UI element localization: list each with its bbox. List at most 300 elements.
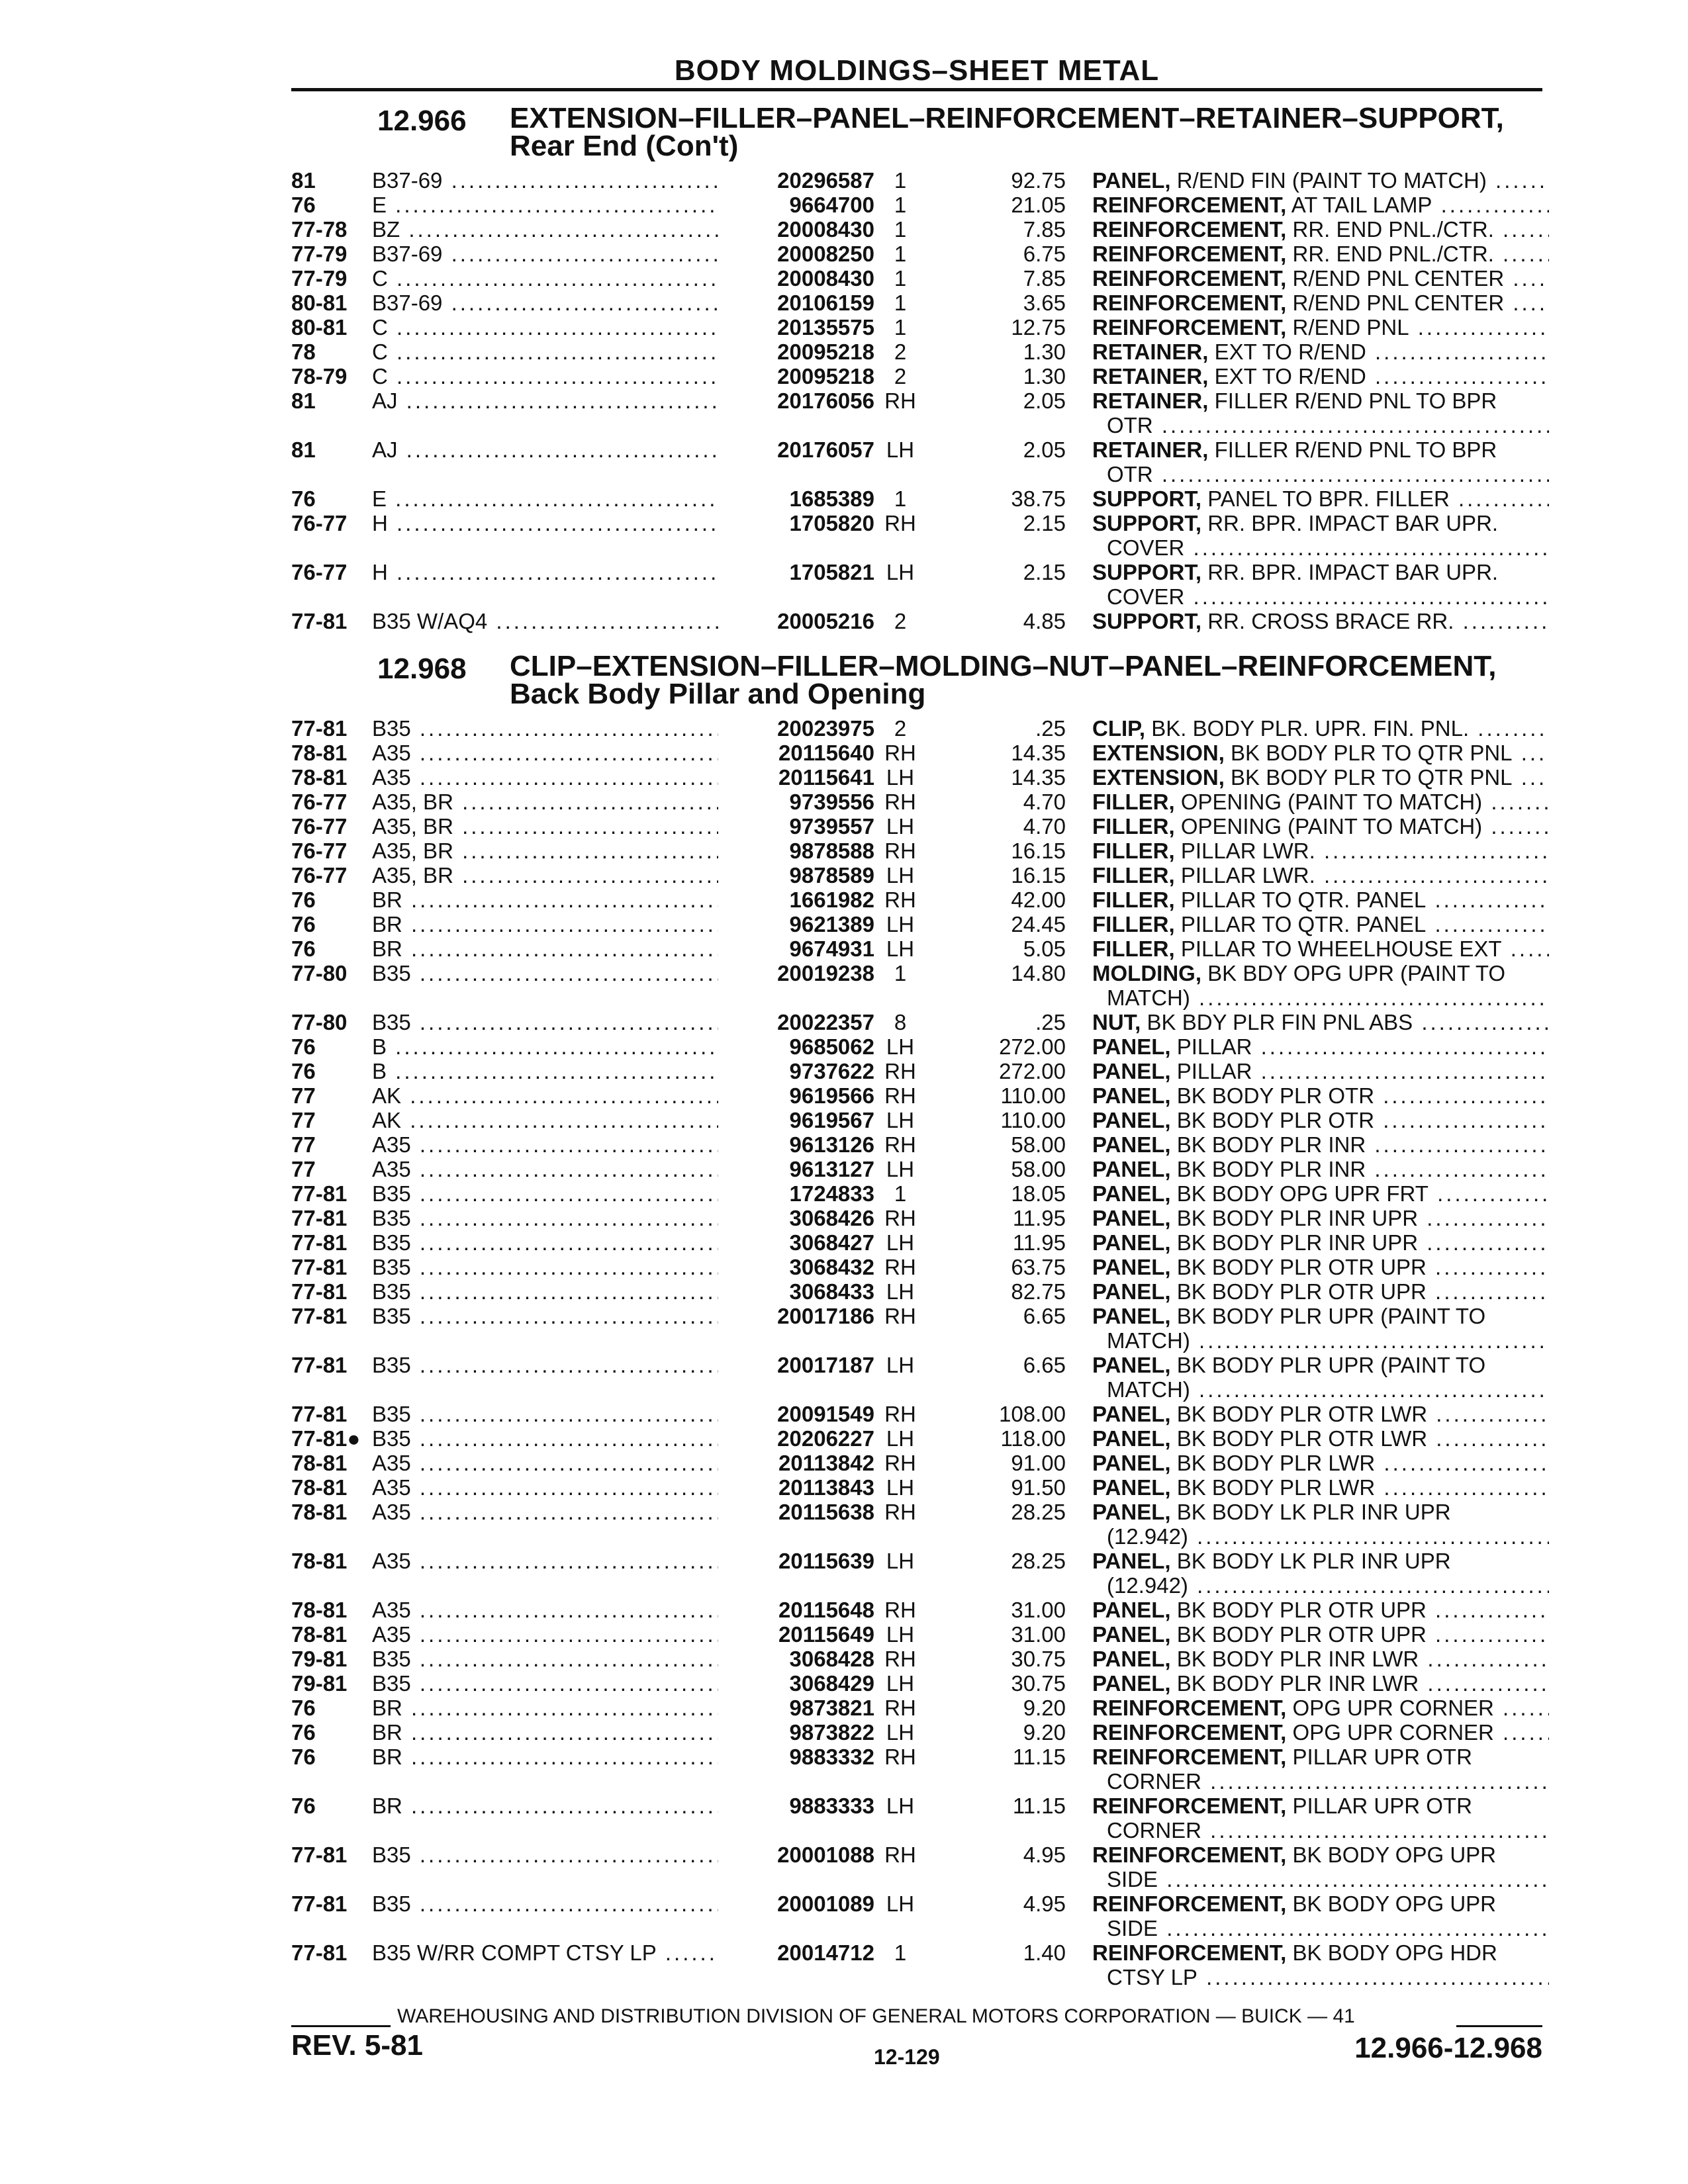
footer-range: 12.966-12.968 xyxy=(1354,2032,1542,2064)
part-row xyxy=(291,1230,1542,1255)
quantity: LH xyxy=(886,1279,915,1304)
description-line xyxy=(1092,1181,1549,1206)
model-years: 77-80 xyxy=(291,961,348,985)
model-code xyxy=(372,217,743,242)
part-keyword: PANEL, xyxy=(1092,1622,1171,1647)
part-keyword: PANEL, xyxy=(1092,1304,1171,1328)
model-code xyxy=(372,961,743,985)
quantity: RH xyxy=(884,790,916,814)
quantity: 1 xyxy=(894,242,907,266)
model-years: 78-81 xyxy=(291,1622,348,1647)
part-row xyxy=(291,1157,1542,1181)
description-text: OTR xyxy=(1107,462,1153,486)
part-number: 20296587 xyxy=(718,168,874,193)
part-keyword: REINFORCEMENT, xyxy=(1092,266,1287,291)
part-number: 1685389 xyxy=(718,486,874,511)
part-row xyxy=(291,1304,1542,1353)
model-years: 76 xyxy=(291,1794,316,1818)
price: .25 xyxy=(1035,716,1066,741)
quantity: RH xyxy=(884,1745,916,1769)
description xyxy=(1092,1647,1549,1671)
part-number: 20017187 xyxy=(718,1353,874,1377)
price: 118.00 xyxy=(1000,1426,1066,1451)
description-text: SIDE xyxy=(1107,1916,1158,1940)
model-years: 77 xyxy=(291,1157,316,1181)
part-keyword: FILLER, xyxy=(1092,863,1175,887)
price: 28.25 xyxy=(1011,1500,1066,1524)
model-code-text: BR xyxy=(372,912,402,936)
price: 91.00 xyxy=(1011,1451,1066,1475)
part-row xyxy=(291,863,1542,887)
price: 16.15 xyxy=(1011,839,1066,863)
description xyxy=(1092,315,1549,340)
model-years: 77-81 xyxy=(291,1304,348,1328)
description-line xyxy=(1092,364,1549,388)
part-number: 20115649 xyxy=(718,1622,874,1647)
description-text: BK BODY OPG UPR FRT xyxy=(1176,1181,1429,1206)
description xyxy=(1092,716,1549,741)
description-line xyxy=(1092,560,1549,584)
section-12-966 xyxy=(291,102,1542,633)
description-line xyxy=(1092,1255,1549,1279)
description-line xyxy=(1092,1867,1549,1891)
model-code-text: AK xyxy=(372,1083,402,1108)
price: 9.20 xyxy=(1023,1720,1066,1745)
model-code-text: E xyxy=(372,486,387,511)
part-row xyxy=(291,1622,1542,1647)
part-number: 20014712 xyxy=(718,1940,874,1965)
model-code-text: B35 W/RR COMPT CTSY LP xyxy=(372,1940,657,1965)
description-line xyxy=(1092,1451,1549,1475)
model-years: 76-77 xyxy=(291,560,348,584)
description-line xyxy=(1092,1598,1549,1622)
price: 272.00 xyxy=(999,1034,1066,1059)
description-line xyxy=(1092,584,1549,609)
description-text: RR. END PNL./CTR. xyxy=(1292,242,1494,266)
part-row xyxy=(291,1598,1542,1622)
model-years: 76 xyxy=(291,1745,316,1769)
description-line xyxy=(1092,1647,1549,1671)
section-12-968 xyxy=(291,650,1542,1989)
model-code xyxy=(372,765,743,790)
quantity: RH xyxy=(884,1206,916,1230)
price: 30.75 xyxy=(1011,1647,1066,1671)
description xyxy=(1092,1304,1549,1353)
model-code-text: C xyxy=(372,340,388,364)
footer-rule-right xyxy=(1456,2025,1542,2027)
description-text: CTSY LP xyxy=(1107,1965,1197,1989)
part-row xyxy=(291,1794,1542,1843)
description xyxy=(1092,1598,1549,1622)
model-code-text: BR xyxy=(372,1720,402,1745)
description xyxy=(1092,1181,1549,1206)
quantity: 8 xyxy=(894,1010,907,1034)
part-keyword: PANEL, xyxy=(1092,1279,1171,1304)
part-keyword: PANEL, xyxy=(1092,1671,1171,1696)
part-keyword: NUT, xyxy=(1092,1010,1141,1034)
part-keyword: PANEL, xyxy=(1092,168,1171,193)
model-years: 77-81 xyxy=(291,1940,348,1965)
part-row xyxy=(291,1745,1542,1794)
part-keyword: REINFORCEMENT, xyxy=(1092,242,1287,266)
description xyxy=(1092,839,1549,863)
model-code xyxy=(372,609,743,633)
description-text: RR. CROSS BRACE RR. xyxy=(1207,609,1454,633)
description-text: BK BODY PLR LWR xyxy=(1176,1475,1376,1500)
page-header: BODY MOLDINGS–SHEET METAL xyxy=(674,54,1160,87)
price: 7.85 xyxy=(1023,266,1066,291)
part-row xyxy=(291,266,1542,291)
part-row xyxy=(291,1353,1542,1402)
description xyxy=(1092,437,1549,486)
model-code xyxy=(372,1451,743,1475)
description xyxy=(1092,765,1549,790)
price: 7.85 xyxy=(1023,217,1066,242)
model-years: 78-79 xyxy=(291,364,348,388)
description-line xyxy=(1092,1891,1549,1916)
description xyxy=(1092,1451,1549,1475)
part-row xyxy=(291,716,1542,741)
model-years: 77-81 xyxy=(291,1843,348,1867)
description-line xyxy=(1092,266,1549,291)
quantity: LH xyxy=(886,1475,915,1500)
quantity: RH xyxy=(884,1598,916,1622)
description xyxy=(1092,887,1549,912)
model-years: 76 xyxy=(291,1059,316,1083)
model-code xyxy=(372,1843,743,1867)
description-line xyxy=(1092,1230,1549,1255)
description xyxy=(1092,1255,1549,1279)
model-code-text: BR xyxy=(372,1794,402,1818)
description-text: BK BODY PLR OTR LWR xyxy=(1176,1402,1428,1426)
price: 1.30 xyxy=(1023,364,1066,388)
footer-division: WAREHOUSING AND DISTRIBUTION DIVISION OF GENERAL MOTORS CORPORATION — BUICK — 41 xyxy=(397,2005,1355,2027)
model-code-text: A35 xyxy=(372,765,411,790)
footer-page-number: 12-129 xyxy=(874,2045,940,2069)
description-line xyxy=(1092,1916,1549,1940)
model-code xyxy=(372,1647,743,1671)
quantity: RH xyxy=(884,1059,916,1083)
description-text: PILLAR LWR. xyxy=(1180,839,1315,863)
model-code-text: B35 xyxy=(372,1206,411,1230)
section-subheading: Rear End (Con't) xyxy=(510,130,739,162)
part-row xyxy=(291,1696,1542,1720)
quantity: LH xyxy=(886,814,915,839)
part-row xyxy=(291,1034,1542,1059)
description-text: BK BODY PLR INR xyxy=(1176,1157,1366,1181)
description-line xyxy=(1092,1083,1549,1108)
quantity: RH xyxy=(884,887,916,912)
part-number: 9878589 xyxy=(718,863,874,887)
description xyxy=(1092,936,1549,961)
part-row xyxy=(291,887,1542,912)
price: 82.75 xyxy=(1011,1279,1066,1304)
model-code-text: B37-69 xyxy=(372,242,443,266)
description-text: RR. BPR. IMPACT BAR UPR. xyxy=(1207,560,1499,584)
part-number: 20023975 xyxy=(718,716,874,741)
model-years: 81 xyxy=(291,168,316,193)
part-keyword: PANEL, xyxy=(1092,1549,1171,1573)
part-row xyxy=(291,1279,1542,1304)
description-line xyxy=(1092,486,1549,511)
description-text: BK BODY PLR OTR LWR xyxy=(1176,1426,1428,1451)
part-row xyxy=(291,1843,1542,1891)
model-code-text: B35 xyxy=(372,1843,411,1867)
model-years: 78-81 xyxy=(291,1598,348,1622)
description-line xyxy=(1092,1720,1549,1745)
model-years: 78-81 xyxy=(291,1549,348,1573)
model-code xyxy=(372,1549,743,1573)
model-code xyxy=(372,814,743,839)
model-years: 77-81 xyxy=(291,1255,348,1279)
part-number: 20005216 xyxy=(718,609,874,633)
part-number: 20022357 xyxy=(718,1010,874,1034)
model-code xyxy=(372,437,743,462)
model-code-text: A35 xyxy=(372,1500,411,1524)
part-keyword: PANEL, xyxy=(1092,1402,1171,1426)
part-keyword: PANEL, xyxy=(1092,1500,1171,1524)
model-code-text: B37-69 xyxy=(372,168,443,193)
model-code-text: H xyxy=(372,511,388,535)
description-text: BK BODY PLR OTR UPR xyxy=(1176,1598,1427,1622)
model-code-text: B37-69 xyxy=(372,291,443,315)
section-title xyxy=(291,650,1542,716)
part-row xyxy=(291,1451,1542,1475)
model-years: 76-77 xyxy=(291,863,348,887)
part-row xyxy=(291,1500,1542,1549)
part-number: 20206227 xyxy=(718,1426,874,1451)
model-years: 77-81 xyxy=(291,1402,348,1426)
part-number: 9873822 xyxy=(718,1720,874,1745)
description-line xyxy=(1092,1549,1549,1573)
description-line xyxy=(1092,388,1549,413)
part-keyword: REINFORCEMENT, xyxy=(1092,315,1287,340)
quantity: RH xyxy=(884,1402,916,1426)
quantity: RH xyxy=(884,1083,916,1108)
part-row xyxy=(291,340,1542,364)
description-text: OPENING (PAINT TO MATCH) xyxy=(1180,790,1483,814)
part-number: 9878588 xyxy=(718,839,874,863)
price: 4.70 xyxy=(1023,790,1066,814)
part-keyword: EXTENSION, xyxy=(1092,741,1225,765)
description-text: R/END PNL CENTER xyxy=(1292,291,1505,315)
model-years: 78 xyxy=(291,340,316,364)
part-number: 20095218 xyxy=(718,364,874,388)
quantity: RH xyxy=(884,1304,916,1328)
description-text: R/END PNL xyxy=(1292,315,1409,340)
quantity: RH xyxy=(884,839,916,863)
price: 5.05 xyxy=(1023,936,1066,961)
model-code xyxy=(372,168,743,193)
part-number: 9883333 xyxy=(718,1794,874,1818)
quantity: 2 xyxy=(894,609,907,633)
part-row xyxy=(291,765,1542,790)
description xyxy=(1092,1745,1549,1794)
model-years: 77 xyxy=(291,1132,316,1157)
part-keyword: FILLER, xyxy=(1092,912,1175,936)
description-text: BK BODY PLR INR UPR xyxy=(1176,1230,1419,1255)
price: 11.95 xyxy=(1012,1206,1066,1230)
model-code xyxy=(372,863,743,887)
description-line xyxy=(1092,1843,1549,1867)
part-number: 9883332 xyxy=(718,1745,874,1769)
description-text: BK BODY OPG UPR xyxy=(1292,1843,1496,1867)
part-number: 20001089 xyxy=(718,1891,874,1916)
model-code-text: A35 xyxy=(372,1157,411,1181)
model-code xyxy=(372,1353,743,1377)
model-years: 78-81 xyxy=(291,1500,348,1524)
description-text: BK BODY PLR OTR UPR xyxy=(1176,1279,1427,1304)
description xyxy=(1092,1230,1549,1255)
description-line xyxy=(1092,1377,1549,1402)
part-keyword: PANEL, xyxy=(1092,1181,1171,1206)
model-code-text: B35 xyxy=(372,1891,411,1916)
description xyxy=(1092,193,1549,217)
description-text: OTR xyxy=(1107,413,1153,437)
model-code xyxy=(372,1426,743,1451)
description-text: PANEL TO BPR. FILLER xyxy=(1207,486,1450,511)
section-number: 12.966 xyxy=(377,105,467,137)
quantity: 1 xyxy=(894,266,907,291)
part-number: 9613127 xyxy=(718,1157,874,1181)
header-rule xyxy=(291,88,1542,91)
model-code xyxy=(372,839,743,863)
model-code xyxy=(372,790,743,814)
model-code xyxy=(372,486,743,511)
model-years: 80-81 xyxy=(291,291,348,315)
model-code xyxy=(372,912,743,936)
description-line xyxy=(1092,315,1549,340)
part-row xyxy=(291,193,1542,217)
part-number: 9685062 xyxy=(718,1034,874,1059)
description-text: PILLAR UPR OTR xyxy=(1292,1745,1472,1769)
model-years: 77-81● xyxy=(291,1426,361,1451)
model-years: 80-81 xyxy=(291,315,348,340)
description-text: BK. BODY PLR. UPR. FIN. PNL. xyxy=(1151,716,1470,741)
quantity: LH xyxy=(886,1426,915,1451)
description-line xyxy=(1092,609,1549,633)
part-row xyxy=(291,1083,1542,1108)
model-years: 77-81 xyxy=(291,716,348,741)
part-keyword: PANEL, xyxy=(1092,1598,1171,1622)
description-line xyxy=(1092,1108,1549,1132)
quantity: LH xyxy=(886,936,915,961)
description-text: OPG UPR CORNER xyxy=(1292,1696,1494,1720)
description xyxy=(1092,1720,1549,1745)
quantity: LH xyxy=(886,1353,915,1377)
model-years: 77-81 xyxy=(291,1353,348,1377)
model-code xyxy=(372,1255,743,1279)
description-text: BK BODY PLR INR UPR xyxy=(1176,1206,1419,1230)
part-number: 20019238 xyxy=(718,961,874,985)
part-keyword: PANEL, xyxy=(1092,1255,1171,1279)
description-line xyxy=(1092,1794,1549,1818)
part-row xyxy=(291,1402,1542,1426)
description-line xyxy=(1092,961,1549,985)
part-number: 3068432 xyxy=(718,1255,874,1279)
part-row xyxy=(291,1549,1542,1598)
footer-rule-left xyxy=(291,2025,391,2027)
price: 4.95 xyxy=(1023,1891,1066,1916)
description-text: BK BDY PLR FIN PNL ABS xyxy=(1147,1010,1413,1034)
quantity: RH xyxy=(884,1451,916,1475)
model-years: 78-81 xyxy=(291,1451,348,1475)
description-line xyxy=(1092,839,1549,863)
quantity: 2 xyxy=(894,364,907,388)
quantity: LH xyxy=(886,1108,915,1132)
model-code xyxy=(372,266,743,291)
description xyxy=(1092,242,1549,266)
model-code-text: A35, BR xyxy=(372,863,453,887)
part-keyword: PANEL, xyxy=(1092,1157,1171,1181)
part-number: 20008430 xyxy=(718,266,874,291)
description-line xyxy=(1092,765,1549,790)
description xyxy=(1092,1696,1549,1720)
model-code xyxy=(372,340,743,364)
price: 31.00 xyxy=(1011,1598,1066,1622)
price: 14.35 xyxy=(1011,765,1066,790)
price: 4.95 xyxy=(1023,1843,1066,1867)
part-keyword: SUPPORT, xyxy=(1092,560,1202,584)
quantity: LH xyxy=(886,765,915,790)
model-code xyxy=(372,1304,743,1328)
part-keyword: REINFORCEMENT, xyxy=(1092,1843,1287,1867)
model-code-text: B35 W/AQ4 xyxy=(372,609,488,633)
model-years: 76-77 xyxy=(291,839,348,863)
description-text: EXT TO R/END xyxy=(1214,364,1366,388)
part-number: 20115640 xyxy=(718,741,874,765)
model-code xyxy=(372,511,743,535)
model-code-text: B35 xyxy=(372,1353,411,1377)
description-text: PILLAR UPR OTR xyxy=(1292,1794,1472,1818)
model-code xyxy=(372,1794,743,1818)
part-row xyxy=(291,1181,1542,1206)
parts-list xyxy=(291,716,1542,1989)
quantity: 2 xyxy=(894,340,907,364)
part-number: 20115641 xyxy=(718,765,874,790)
model-code xyxy=(372,1622,743,1647)
model-code-text: C xyxy=(372,266,388,291)
model-code-text: A35 xyxy=(372,741,411,765)
model-code xyxy=(372,1720,743,1745)
quantity: 1 xyxy=(894,961,907,985)
parts-list xyxy=(291,168,1542,633)
model-code-text: B35 xyxy=(372,1402,411,1426)
part-number: 9621389 xyxy=(718,912,874,936)
description-line xyxy=(1092,1010,1549,1034)
price: 110.00 xyxy=(1000,1108,1066,1132)
description-line xyxy=(1092,912,1549,936)
description-text: BK BODY PLR INR LWR xyxy=(1176,1647,1419,1671)
part-number: 1705820 xyxy=(718,511,874,535)
price: 9.20 xyxy=(1023,1696,1066,1720)
description xyxy=(1092,1794,1549,1843)
quantity: 1 xyxy=(894,486,907,511)
description xyxy=(1092,1940,1549,1989)
model-years: 77-79 xyxy=(291,266,348,291)
model-years: 77-81 xyxy=(291,1891,348,1916)
quantity: LH xyxy=(886,863,915,887)
part-number: 20106159 xyxy=(718,291,874,315)
part-keyword: REINFORCEMENT, xyxy=(1092,1696,1287,1720)
part-row xyxy=(291,437,1542,486)
description-line xyxy=(1092,1132,1549,1157)
quantity: 1 xyxy=(894,217,907,242)
model-years: 76-77 xyxy=(291,814,348,839)
model-code xyxy=(372,291,743,315)
part-number: 9613126 xyxy=(718,1132,874,1157)
description-line xyxy=(1092,936,1549,961)
